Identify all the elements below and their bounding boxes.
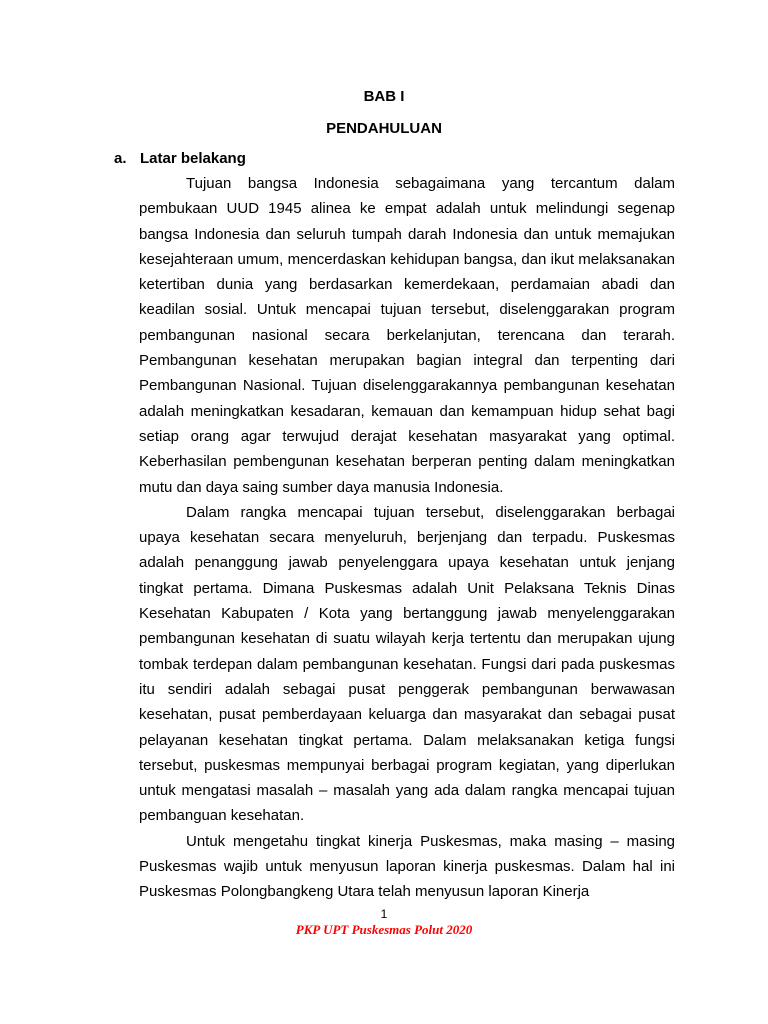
chapter-title: PENDAHULUAN xyxy=(326,120,442,137)
footer-text: PKP UPT Puskesmas Polut 2020 xyxy=(295,922,473,937)
paragraph: Dalam rangka mencapai tujuan tersebut, diselenggarakan berbagai upaya kesehatan secara menyeluruh, berjenjang dan terpadu. Puskesmas adalah penanggung jawab penyelenggara upaya kesehatan untuk jenjang tingkat pertama. Dimana Puskesmas adalah Unit Pelaksana Teknis Dinas Kesehatan Kabupaten / Kota yang bertanggung jawab menyelenggarakan pembangunan kesehatan di suatu wilayah kerja tertentu dan merupakan ujung tombak terdepan dalam pembangunan kesehatan. Fungsi dari pada puskesmas itu sendiri adalah sebagai pusat penggerak pembangunan berwawasan kesehatan, pusat pemberdayaan keluarga dan masyarakat dan sebagai pusat pelayanan kesehatan tingkat pertama. Dalam melaksanakan ketiga fungsi tersebut, puskesmas mempunyai berbagai program kegiatan, yang diperlukan untuk mengatasi masalah – masalah yang ada dalam rangka mencapai tujuan pembanguan kesehatan. xyxy=(139,503,675,825)
section-title: Latar belakang xyxy=(140,150,246,167)
chapter-number: BAB I xyxy=(363,88,405,105)
paragraph: Untuk mengetahu tingkat kinerja Puskesmas, maka masing – masing Puskesmas wajib untuk menyusun laporan kinerja puskesmas. Dalam hal ini Puskesmas Polongbangkeng Utara telah menyusun laporan Kinerja xyxy=(139,832,675,901)
section-heading xyxy=(114,150,246,167)
section-marker: a. xyxy=(114,150,127,167)
paragraph: Tujuan bangsa Indonesia sebagaimana yang tercantum dalam pembukaan UUD 1945 alinea ke empat adalah untuk melindungi segenap bangsa Indonesia dan seluruh tumpah darah Indonesia dan untuk memajukan kesejahteraan umum, mencerdaskan kehidupan bangsa, dan ikut melaksanakan ketertiban dunia yang berdasarkan kemerdekaan, perdamaian abadi dan keadilan sosial. Untuk mencapai tujuan tersebut, diselenggarakan program pembangunan nasional secara berkelanjutan, terencana dan terarah. Pembangunan kesehatan merupakan bagian integral dan terpenting dari Pembangunan Nasional. Tujuan diselenggarakannya pembangunan kesehatan adalah meningkatkan kesadaran, kemauan dan kemampuan hidup sehat bagi setiap orang agar terwujud derajat kesehatan masyarakat yang optimal. Keberhasilan pembengunan kesehatan berperan penting dalam meningkatkan mutu dan daya saing sumber daya manusia Indonesia. xyxy=(139,175,675,496)
page-number: 1 xyxy=(380,907,388,921)
body-text xyxy=(139,171,675,905)
